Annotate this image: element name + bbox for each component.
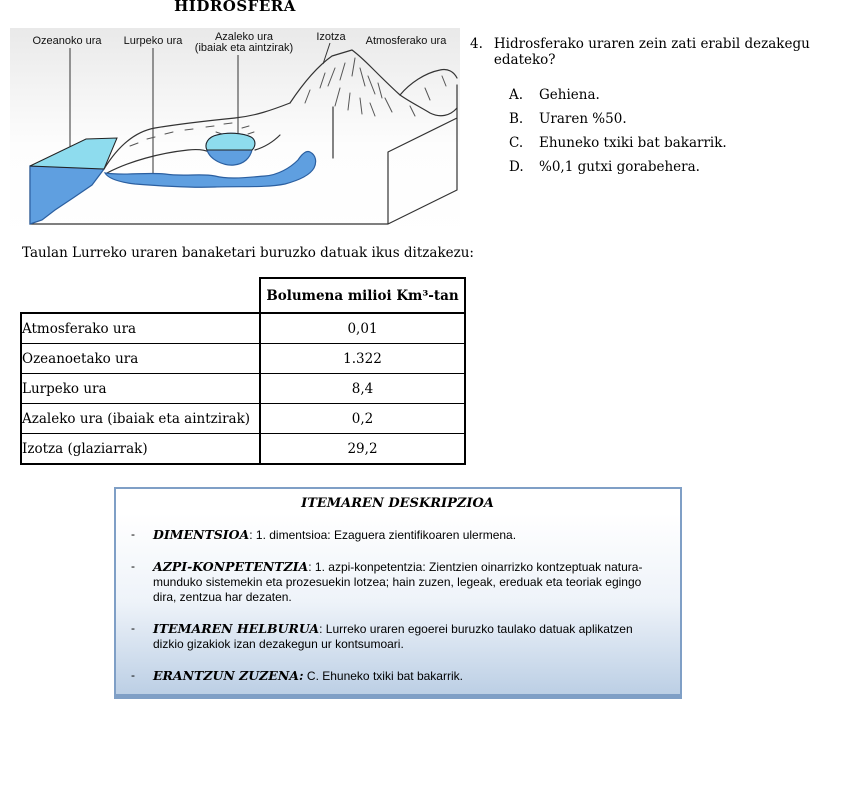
mountain-ridge [400, 69, 457, 95]
label-ice: Izotza [316, 31, 346, 43]
hill-contour-left [107, 150, 209, 173]
item-body: : 1. dimentsioa: Ezaguera zientifikoaren ulermena. [249, 528, 517, 542]
item-body: C. Ehuneko txiki bat bakarrik. [303, 669, 463, 683]
description-item-text [153, 559, 664, 605]
question-number: 4. [470, 36, 483, 52]
mountain-outline [290, 50, 457, 116]
table-row [21, 434, 465, 465]
option-c [509, 135, 842, 149]
ocean-front-face [30, 166, 104, 224]
label-atmosphere: Atmosferako ura [365, 35, 447, 47]
question-text: Hidrosferako uraren zein zati erabil dezakegu edateko? [493, 36, 810, 68]
row-value: 29,2 [260, 434, 465, 465]
option-d-text: %0,1 gutxi gorabehera. [539, 159, 700, 175]
row-label: Ozeanoetako ura [21, 344, 260, 374]
bullet-dash: - [131, 527, 135, 541]
table-header-row [21, 278, 465, 313]
table-intro-text: Taulan Lurreko uraren banaketari buruzko datuak ikus ditzakezu: [22, 245, 474, 261]
option-c-letter: C. [509, 135, 524, 151]
table-header-cell: Bolumena milioi Km³-tan [260, 278, 465, 313]
description-item-text [153, 668, 463, 684]
question-text-row [470, 36, 842, 68]
mountain-texture [305, 58, 446, 116]
ocean-surface [30, 138, 117, 169]
item-label: AZPI-KONPETENTZIA [153, 559, 309, 574]
hydrosphere-diagram [10, 28, 460, 240]
label-surface-line1: Azaleko ura [214, 31, 274, 43]
item-body: : Lurreko uraren egoerei buruzko taulako datuak aplikatzen dizkio gizakiok izan dezakegun ur kontsumoari. [153, 622, 633, 651]
option-a [509, 87, 842, 101]
item-label: ERANTZUN ZUZENA: [153, 668, 304, 683]
row-label: Azaleko ura (ibaiak eta aintzirak) [21, 404, 260, 434]
item-description-box [114, 487, 682, 699]
lake-surface [206, 133, 255, 150]
option-c-text: Ehuneko txiki bat bakarrik. [539, 135, 727, 151]
bullet-dash: - [131, 559, 135, 573]
table-row [21, 344, 465, 374]
option-a-text: Gehiena. [539, 87, 600, 103]
row-label: Atmosferako ura [21, 313, 260, 344]
row-value: 1.322 [260, 344, 465, 374]
option-d-letter: D. [509, 159, 524, 175]
hill-silhouette [104, 103, 290, 169]
page-title: HIDROSFERA [174, 0, 296, 15]
bullet-dash: - [131, 621, 135, 635]
label-groundwater: Lurpeko ura [123, 35, 183, 47]
bullet-dash: - [131, 668, 135, 682]
water-volume-table [20, 277, 466, 465]
item-label: ITEMAREN HELBURUA [153, 621, 320, 636]
table-row [21, 404, 465, 434]
item-label: DIMENTSIOA [153, 527, 250, 542]
description-item-dimension [131, 527, 664, 543]
hydrosphere-diagram-svg [10, 28, 460, 240]
table-header-blank-cell [21, 278, 260, 313]
option-b-text: Uraren %50. [539, 111, 627, 127]
table-row [21, 374, 465, 404]
row-value: 8,4 [260, 374, 465, 404]
table-row [21, 313, 465, 344]
row-value: 0,2 [260, 404, 465, 434]
description-item-subcompetence [131, 559, 664, 605]
question-options [509, 87, 842, 173]
item-body: : 1. azpi-konpetentzia: Zientzien oinarrizko kontzeptuak natura-munduko sistemekin eta prozesuekin lotzea; hain zuzen, legeak, ereduak eta teoriak egingo dira, zentzua har dezaten. [153, 560, 643, 604]
description-item-text [153, 527, 516, 543]
label-ocean: Ozeanoko ura [32, 35, 102, 47]
option-d [509, 159, 842, 173]
row-value: 0,01 [260, 313, 465, 344]
description-item-answer [131, 668, 664, 684]
hill-contour-right [255, 135, 280, 150]
option-b-letter: B. [509, 111, 524, 127]
description-item-goal [131, 621, 664, 652]
row-label: Lurpeko ura [21, 374, 260, 404]
label-surface-line2: (ibaiak eta aintzirak) [194, 42, 294, 54]
description-item-text [153, 621, 664, 652]
option-b [509, 111, 842, 125]
description-box-title: ITEMAREN DESKRIPZIOA [301, 496, 494, 511]
row-label: Izotza (glaziarrak) [21, 434, 260, 465]
option-a-letter: A. [509, 87, 524, 103]
question-block [470, 36, 842, 183]
